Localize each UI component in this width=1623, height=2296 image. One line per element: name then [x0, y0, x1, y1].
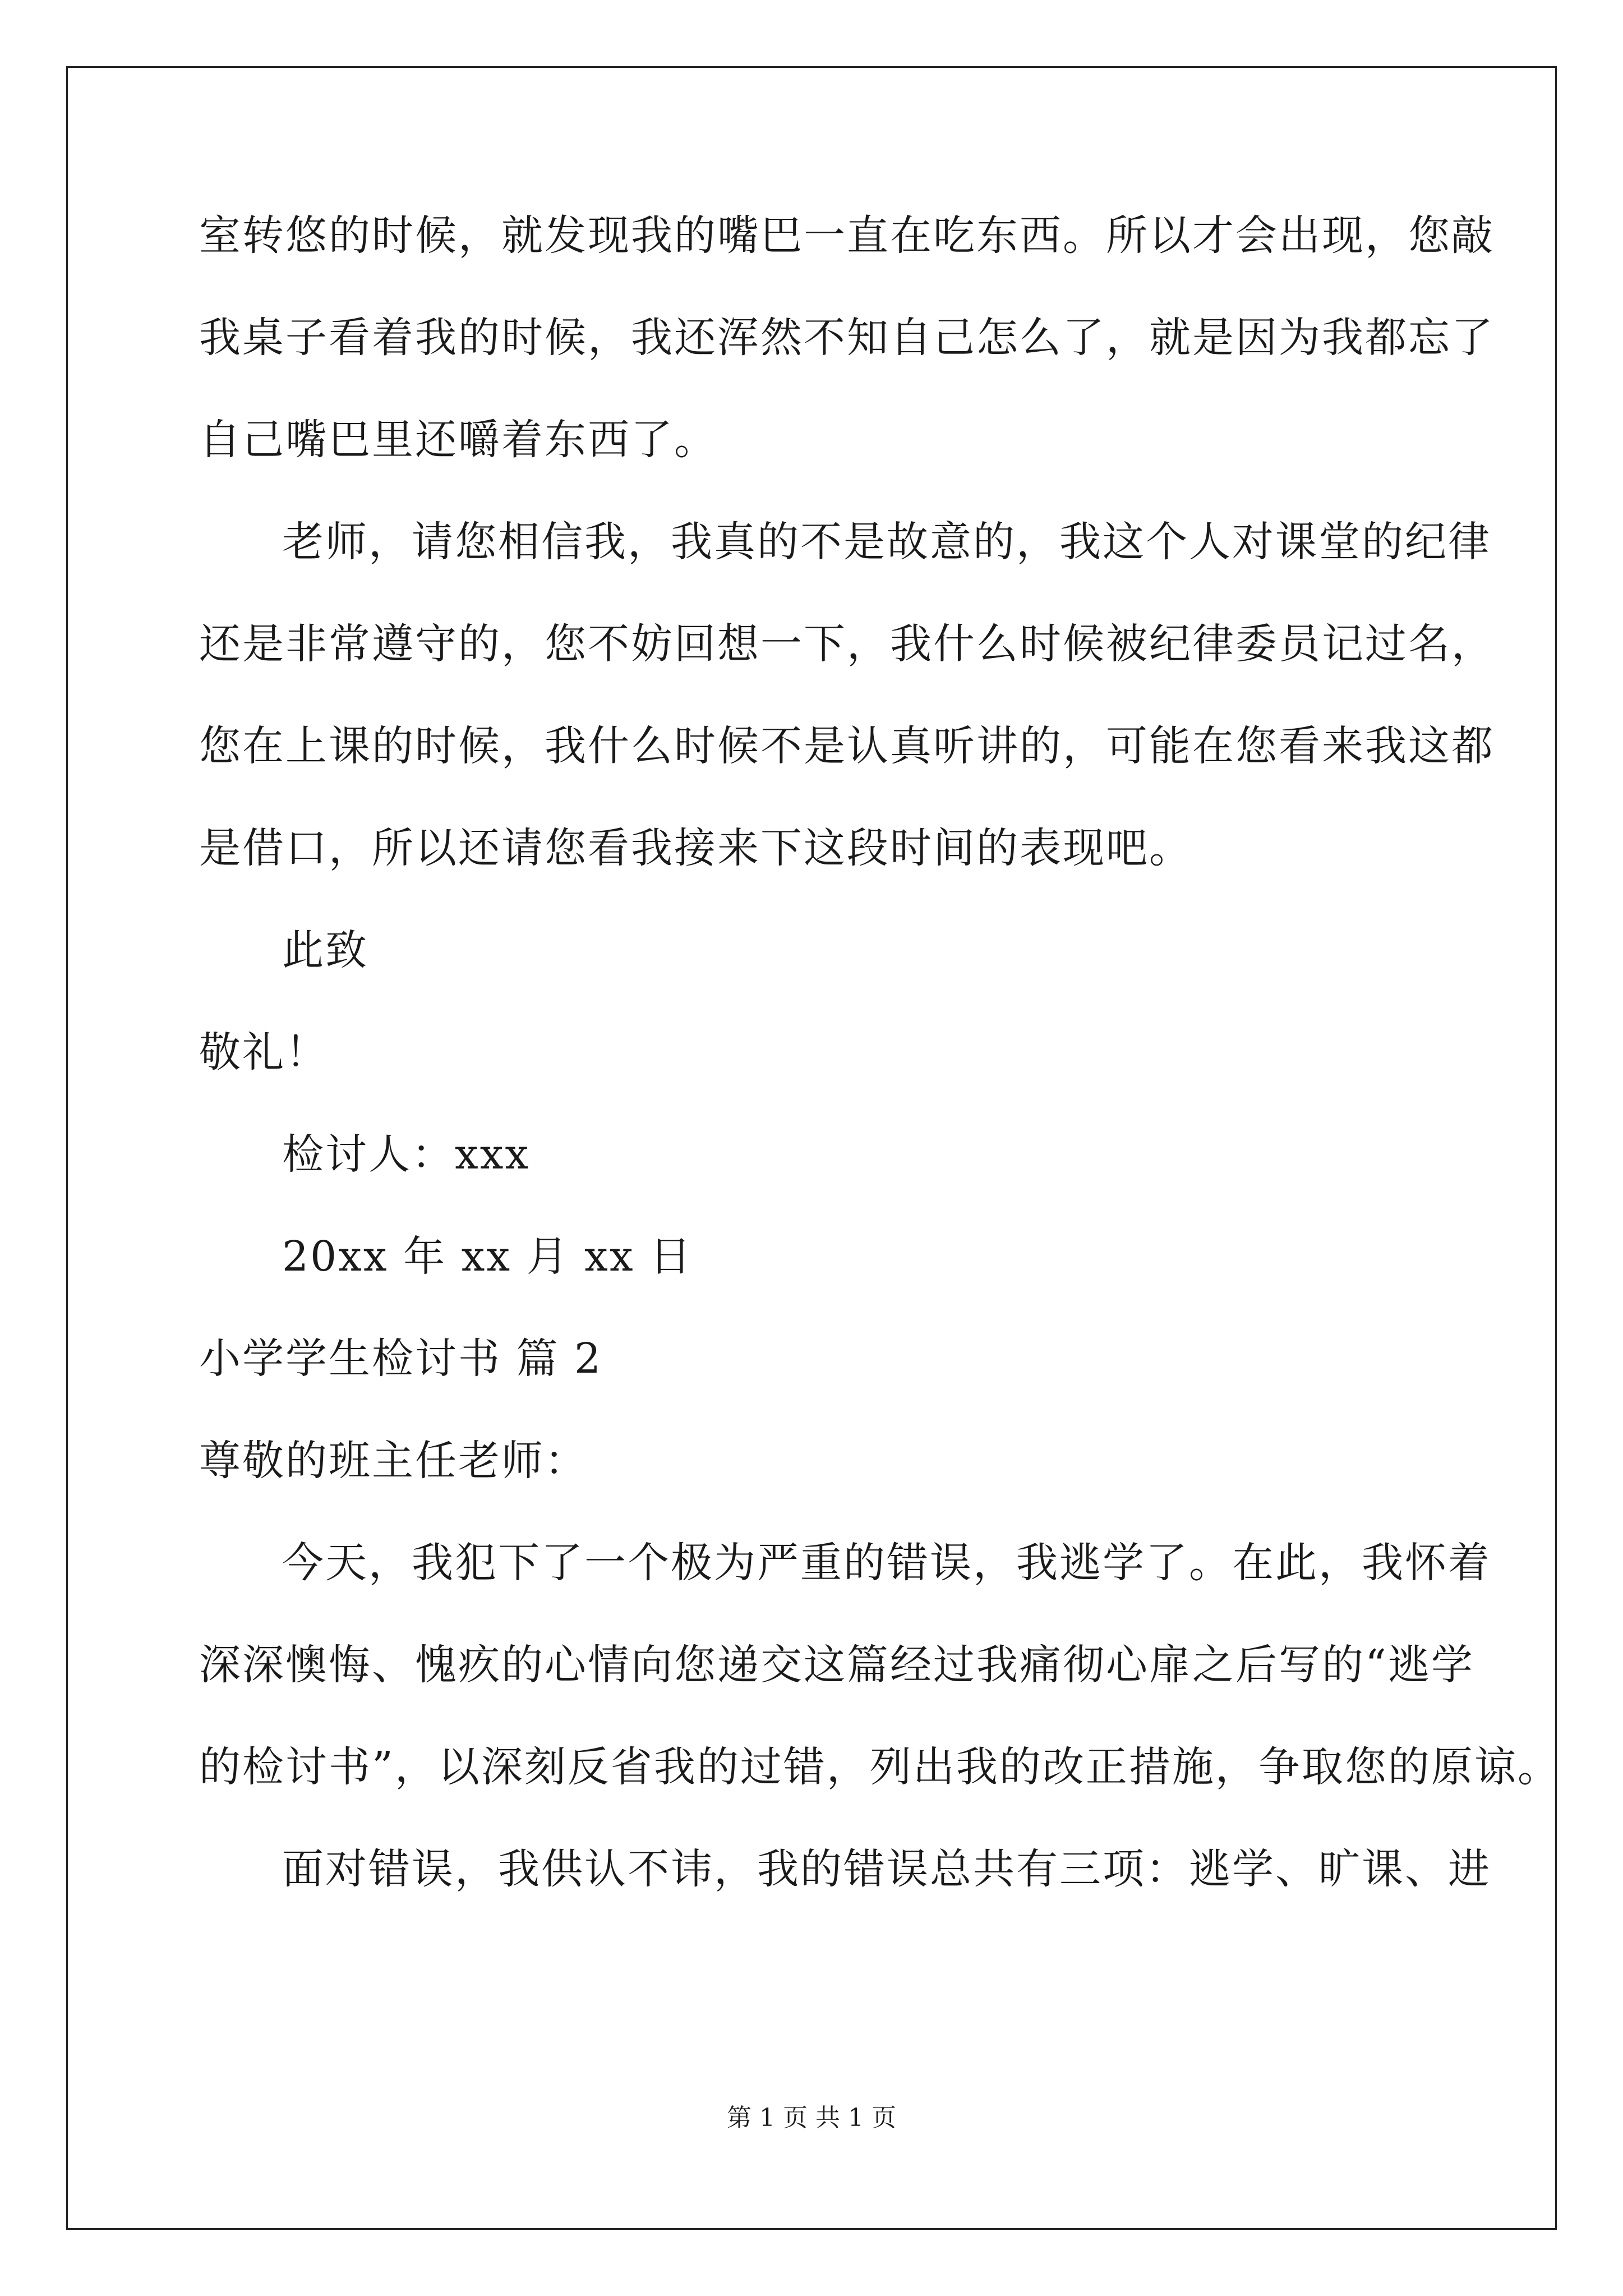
- section-title: 小学学生检讨书 篇 2: [199, 1335, 603, 1383]
- paragraph-line: 您在上课的时候，我什么时候不是认真听讲的，可能在您看来我这都: [199, 722, 1495, 770]
- paragraph-line: 今天，我犯下了一个极为严重的错误，我逃学了。在此，我怀着: [282, 1539, 1491, 1587]
- paragraph-line: 的检讨书”，以深刻反省我的过错，列出我的改正措施，争取您的原谅。: [199, 1743, 1561, 1791]
- paragraph-line: 我桌子看着我的时候，我还浑然不知自己怎么了，就是因为我都忘了: [199, 314, 1495, 362]
- page-footer: 第 1 页 共 1 页: [727, 2104, 896, 2132]
- paragraph-line: 面对错误，我供认不讳，我的错误总共有三项：逃学、旷课、进: [282, 1845, 1491, 1893]
- signature-line: 检讨人：xxx: [282, 1130, 531, 1179]
- paragraph-line: 自己嘴巴里还嚼着东西了。: [199, 416, 717, 464]
- paragraph-line: 还是非常遵守的，您不妨回想一下，我什么时候被纪律委员记过名，: [199, 620, 1495, 668]
- paragraph-line: 老师，请您相信我，我真的不是故意的，我这个人对课堂的纪律: [282, 518, 1491, 566]
- paragraph-line: 室转悠的时候，就发现我的嘴巴一直在吃东西。所以才会出现，您敲: [199, 211, 1495, 260]
- paragraph-line: 深深懊悔、愧疚的心情向您递交这篇经过我痛彻心扉之后写的“逃学: [199, 1641, 1474, 1689]
- date-line: 20xx 年 xx 月 xx 日: [282, 1232, 693, 1281]
- salutation-closing: 此致: [282, 926, 368, 974]
- salutation-regards: 敬礼！: [199, 1028, 329, 1076]
- greeting: 尊敬的班主任老师：: [199, 1437, 588, 1485]
- paragraph-line: 是借口，所以还请您看我接来下这段时间的表现吧。: [199, 824, 1192, 872]
